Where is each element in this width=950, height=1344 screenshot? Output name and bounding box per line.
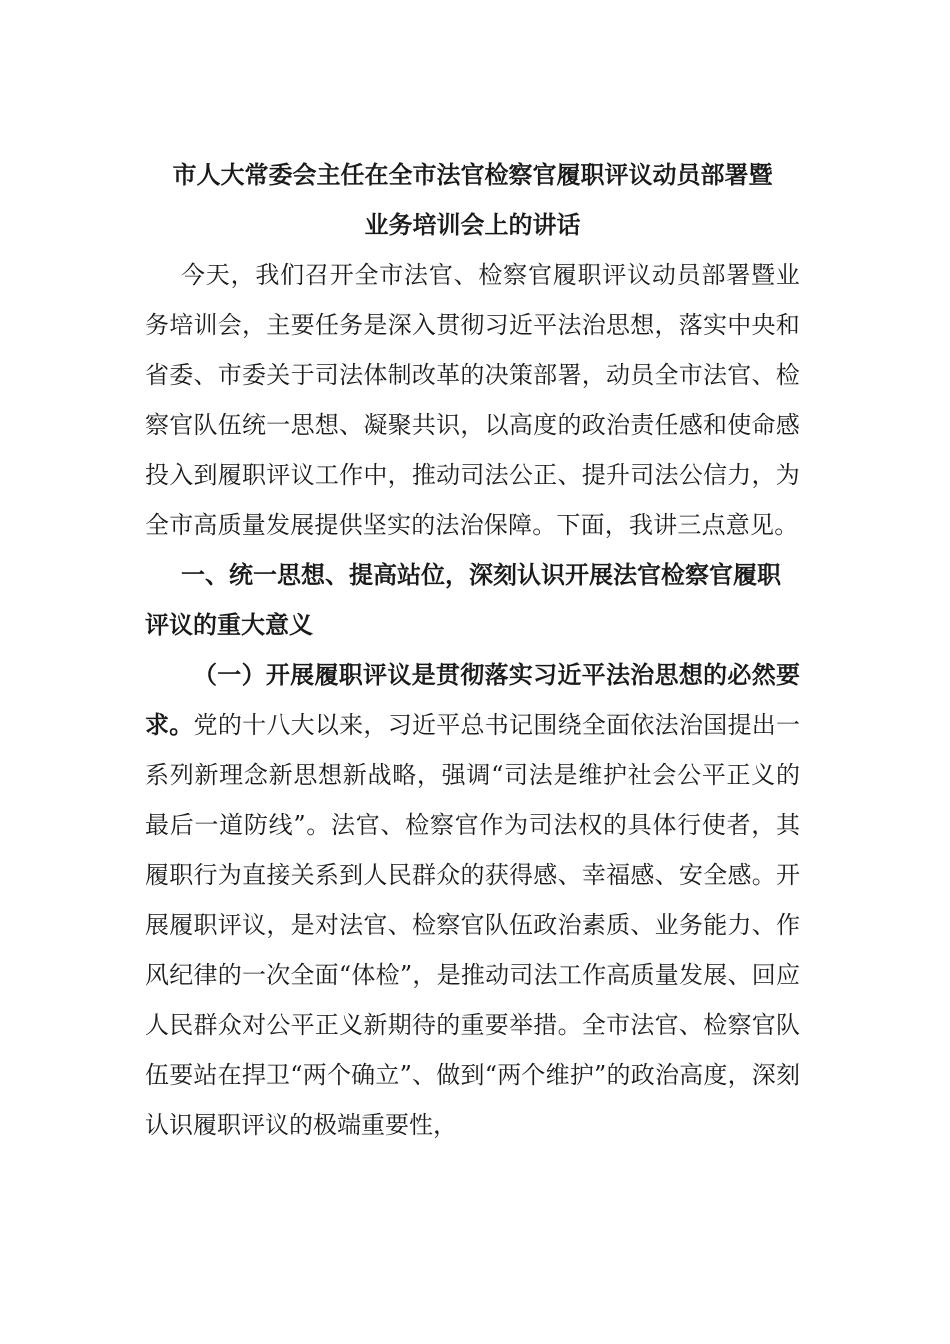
intro-paragraph: 今天，我们召开全市法官、检察官履职评议动员部署暨业务培训会，主要任务是深入贯彻习近平法治思想，落实中央和省委、市委关于司法体制改革的决策部署，动员全市法官、检察官队伍统一思想、凝聚共识，以高度的政治责任感和使命感投入到履职评议工作中，推动司法公正、提升司法公信力，为全市高质量发展提供坚实的法治保障。下面，我讲三点意见。	[145, 261, 800, 539]
section-1-heading: 一、统一思想、提高站位，深刻认识开展法官检察官履职评议的重大意义	[145, 561, 781, 639]
subsection-1-paragraph	[145, 650, 800, 1150]
document-page	[145, 150, 800, 1150]
document-title-line-1: 市人大常委会主任在全市法官检察官履职评议动员部署暨	[172, 161, 773, 189]
subsection-1-lead: （一）开展履职评议是贯彻落实习近平法治思想的必然要求。	[145, 661, 800, 739]
subsection-1-body: 党的十八大以来，习近平总书记围绕全面依法治国提出一系列新理念新思想新战略，强调“司法是维护社会公平正义的最后一道防线”。法官、检察官作为司法权的具体行使者，其履职行为直接关系到人民群众的获得感、幸福感、安全感。开展履职评议，是对法官、检察官队伍政治素质、业务能力、作风纪律的一次全面“体检”，是推动司法工作高质量发展、回应人民群众对公平正义新期待的重要举措。全市法官、检察官队伍要站在捍卫“两个确立”、做到“两个维护”的政治高度，深刻认识履职评议的极端重要性，	[145, 711, 801, 1139]
document-title-line-2: 业务培训会上的讲话	[364, 211, 581, 239]
